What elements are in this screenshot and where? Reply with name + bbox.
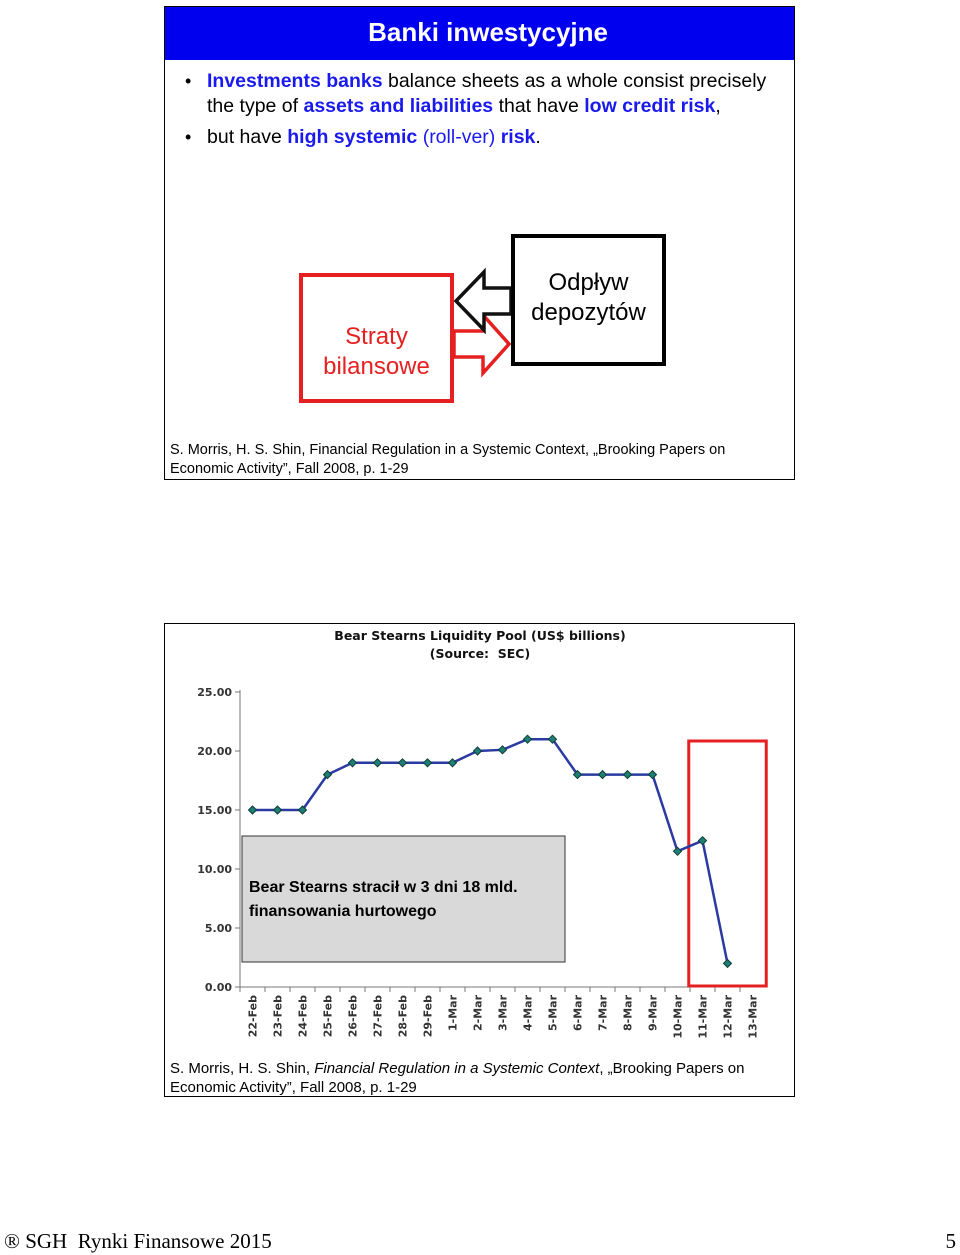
- chart-x-tick-label: 11-Mar: [696, 995, 710, 1039]
- chart-x-tick-label: 28-Feb: [396, 995, 410, 1038]
- chart-y-tick-label: 5.00: [204, 922, 232, 935]
- chart-y-tick-label: 10.00: [197, 863, 232, 876]
- data-point-marker: [699, 837, 707, 845]
- data-point-marker: [399, 759, 407, 767]
- chart-y-tick-label: 20.00: [197, 745, 232, 758]
- bullet-2-highlight-risk: risk: [500, 126, 536, 148]
- data-point-marker: [599, 771, 607, 779]
- chart-x-tick-label: 10-Mar: [671, 995, 685, 1039]
- bullet-1-comma: ,: [715, 95, 721, 117]
- data-point-marker: [449, 759, 457, 767]
- chart-title: Bear Stearns Liquidity Pool (US$ billions): [334, 628, 626, 643]
- balance-losses-line-2: bilansowe: [323, 353, 430, 380]
- chart-y-tick-label: 0.00: [204, 981, 232, 994]
- annotation-box: [242, 836, 565, 962]
- chart-x-tick-label: 8-Mar: [621, 995, 635, 1032]
- chart-y-tick-label: 15.00: [197, 804, 232, 817]
- deposit-outflow-box: [511, 234, 666, 366]
- chart-x-tick-label: 23-Feb: [271, 995, 285, 1038]
- slide-2-citation: [170, 1059, 785, 1097]
- bullet-2-highlight-systemic: high systemic: [287, 126, 418, 148]
- citation-authors: S. Morris, H. S. Shin,: [170, 1060, 315, 1077]
- slide-1-title: Banki inwestycyjne: [368, 17, 608, 47]
- bullet-dot-icon: •: [185, 71, 192, 91]
- chart-x-tick-label: 7-Mar: [596, 995, 610, 1032]
- annotation-line-1: Bear Stearns stracił w 3 dni 18 mld.: [249, 879, 518, 896]
- bullet-1-highlight-credit-risk: low credit risk: [584, 95, 716, 117]
- data-point-marker: [274, 806, 282, 814]
- chart-subtitle: (Source: SEC): [429, 646, 531, 661]
- data-point-marker: [474, 747, 482, 755]
- chart-x-tick-label: 6-Mar: [571, 995, 585, 1032]
- chart-y-tick-label: 25.00: [197, 686, 232, 699]
- chart-x-tick-label: 12-Mar: [721, 995, 735, 1039]
- data-point-marker: [674, 847, 682, 855]
- data-point-marker: [349, 759, 357, 767]
- data-point-marker: [524, 735, 532, 743]
- slide-1: [164, 6, 795, 480]
- black-arrow-left-icon: [456, 272, 511, 330]
- bullet-1-text-2: that have: [493, 95, 585, 117]
- data-point-marker: [624, 771, 632, 779]
- chart-x-tick-label: 24-Feb: [296, 995, 310, 1038]
- bullet-2-period: .: [535, 126, 541, 148]
- chart-x-tick-label: 3-Mar: [496, 995, 510, 1032]
- chart-x-tick-label: 29-Feb: [421, 995, 435, 1038]
- data-point-marker: [374, 759, 382, 767]
- chart-x-tick-label: 9-Mar: [646, 995, 660, 1032]
- citation-source: , „Brooking Papers on Economic Activity”, Fall 2008, p. 1-29: [170, 1060, 745, 1096]
- bullet-1-highlight-assets: assets and liabilities: [303, 95, 494, 117]
- liquidity-pool-chart: [165, 624, 793, 1054]
- chart-x-tick-label: 27-Feb: [371, 995, 385, 1038]
- data-point-marker: [499, 746, 507, 754]
- balance-losses-box: [299, 273, 454, 403]
- bullet-dot-icon: •: [185, 127, 192, 147]
- bullet-2-text: but have: [207, 126, 288, 148]
- chart-x-tick-label: 5-Mar: [546, 995, 560, 1032]
- slide-2: [164, 623, 795, 1097]
- crash-highlight-frame: [689, 741, 767, 986]
- annotation-line-2: finansowania hurtowego: [249, 903, 437, 920]
- page-number: 5: [945, 1229, 956, 1253]
- deposit-outflow-line-2: depozytów: [531, 299, 646, 326]
- page-footer: [0, 1229, 960, 1255]
- chart-x-tick-label: 4-Mar: [521, 995, 535, 1032]
- balance-losses-line-1: Straty: [345, 323, 408, 350]
- chart-x-tick-label: 25-Feb: [321, 995, 335, 1038]
- data-point-marker: [424, 759, 432, 767]
- data-point-marker: [249, 806, 257, 814]
- citation-title: Financial Regulation in a Systemic Context: [314, 1060, 600, 1077]
- deposit-outflow-line-1: Odpływ: [548, 269, 629, 296]
- bullet-1-highlight-investment-banks: Investments banks: [207, 70, 383, 92]
- data-point-marker: [724, 959, 732, 967]
- slide-1-citation: S. Morris, H. S. Shin, Financial Regulation in a Systemic Context, „Brooking Papers on Economic Activity”, Fall 2008, p. 1-29: [170, 442, 726, 477]
- feedback-arrows: [165, 7, 796, 481]
- chart-x-tick-label: 2-Mar: [471, 995, 485, 1032]
- chart-x-tick-label: 13-Mar: [746, 995, 760, 1039]
- chart-x-tick-label: 26-Feb: [346, 995, 360, 1038]
- chart-x-tick-label: 1-Mar: [446, 995, 460, 1032]
- data-point-marker: [649, 771, 657, 779]
- bullet-2-rollover: (roll-ver): [417, 126, 501, 148]
- chart-x-tick-label: 22-Feb: [246, 995, 260, 1038]
- bullet-1-text: balance sheets as a whole consist precisely the type of: [207, 70, 767, 117]
- footer-text: ® SGH Rynki Finansowe 2015: [4, 1229, 272, 1253]
